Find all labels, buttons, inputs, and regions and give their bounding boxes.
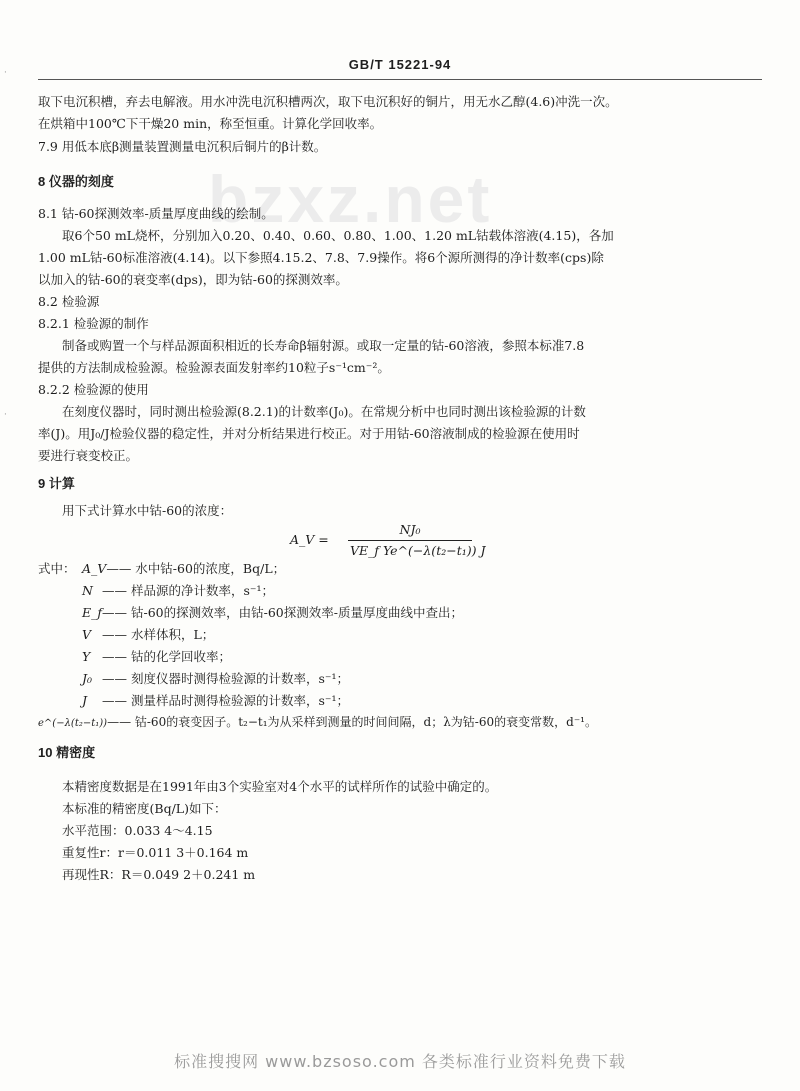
- variable-row: [82, 671, 349, 687]
- formula-lhs: A_V =: [290, 532, 329, 547]
- paragraph-line: 在烘箱中100℃下干燥20 min，称至恒重。计算化学回收率。: [38, 116, 383, 131]
- paragraph-line: 制备或购置一个与样品源面积相近的长寿命β辐射源。或取一定量的钴-60溶液，参照本标准7.8: [62, 338, 585, 353]
- clause-7-9: 7.9 用低本底β测量装置测量电沉积后铜片的β计数。: [38, 139, 327, 154]
- variable-symbol: e^(−λ(t₂−t₁)): [38, 718, 108, 729]
- clause-8-2-1: 8.2.1 检验源的制作: [38, 316, 149, 331]
- variable-description: —— 测量样品时测得检验源的计数率，s⁻¹；: [102, 693, 349, 708]
- variable-row: [82, 561, 285, 577]
- paragraph-line: 水平范围：0.033 4～4.15: [62, 823, 213, 838]
- variable-description: —— 水样体积，L；: [102, 627, 215, 642]
- clause-8-2-2: 8.2.2 检验源的使用: [38, 382, 149, 397]
- section-heading-9: 9 计算: [38, 476, 75, 491]
- variable-symbol: Y: [82, 649, 91, 664]
- paragraph-line: 本精密度数据是在1991年由3个实验室对4个水平的试样所作的试验中确定的。: [62, 779, 498, 794]
- variable-symbol: N: [82, 583, 93, 598]
- variable-row: [38, 715, 597, 731]
- paragraph-line: 要进行衰变校正。: [38, 448, 139, 463]
- paragraph-line: 1.00 mL钴-60标准溶液(4.14)。以下参照4.15.2、7.8、7.9操作。将6个源所测得的净计数率(cps)除: [38, 250, 604, 265]
- paragraph-line: 率(J)。用J₀/J检验仪器的稳定性，并对分析结果进行校正。对于用钴-60溶液制成的检验源在使用时: [38, 426, 580, 441]
- paragraph-line: 取6个50 mL烧杯，分别加入0.20、0.40、0.60、0.80、1.00、1.20 mL钴载体溶液(4.15)，各加: [62, 228, 614, 243]
- paragraph-line: 重复性r：r＝0.011 3＋0.164 m: [62, 845, 249, 860]
- formula-denominator: VE_f Ye^(−λ(t₂−t₁)) J: [350, 543, 486, 558]
- variable-symbol: E_f: [82, 605, 103, 620]
- paragraph-line: 本标准的精密度(Bq/L)如下：: [62, 801, 227, 816]
- variable-description: —— 水中钴-60的浓度，Bq/L；: [106, 561, 286, 576]
- paragraph-line: 提供的方法制成检验源。检验源表面发射率约10粒子s⁻¹cm⁻²。: [38, 360, 390, 375]
- variable-row: [82, 649, 231, 665]
- paragraph-line: 用下式计算水中钴-60的浓度：: [62, 503, 233, 518]
- clause-8-1: 8.1 钴-60探测效率-质量厚度曲线的绘制。: [38, 206, 274, 221]
- variable-row: [82, 693, 349, 709]
- variable-description: —— 钴-60的探测效率，由钴-60探测效率-质量厚度曲线中查出；: [102, 605, 463, 620]
- margin-mark: ·: [4, 410, 7, 420]
- variable-symbol: V: [82, 627, 92, 642]
- watermark: bzxz.net: [208, 162, 493, 236]
- paragraph-line: 以加入的钴-60的衰变率(dps)，即为钴-60的探测效率。: [38, 272, 348, 287]
- where-label: 式中：: [38, 561, 76, 576]
- header-rule: [38, 79, 762, 80]
- footer-banner: 标准搜搜网 www.bzsoso.com 各类标准行业资料免费下载: [174, 1052, 626, 1071]
- paragraph-line: 在刻度仪器时，同时测出检验源(8.2.1)的计数率(J₀)。在常规分析中也同时测出该检验源的计数: [62, 404, 586, 419]
- variable-symbol: J: [82, 693, 88, 708]
- variable-symbol: J₀: [82, 671, 93, 686]
- variable-row: [82, 583, 274, 599]
- section-heading-8: 8 仪器的刻度: [38, 174, 114, 189]
- variable-description: —— 刻度仪器时测得检验源的计数率，s⁻¹；: [102, 671, 349, 686]
- variable-description: —— 钴的化学回收率；: [102, 649, 231, 664]
- formula-numerator: NJ₀: [399, 522, 421, 537]
- paragraph-line: 取下电沉积槽，弃去电解液。用水冲洗电沉积槽两次，取下电沉积好的铜片，用无水乙醇(4.6)冲洗一次。: [38, 94, 618, 109]
- clause-8-2: 8.2 检验源: [38, 294, 100, 309]
- variable-description: —— 样品源的净计数率，s⁻¹；: [102, 583, 274, 598]
- variable-description: —— 钴-60的衰变因子。t₂−t₁为从采样到测量的时间间隔，d；λ为钴-60的衰变常数，d⁻¹。: [107, 715, 597, 729]
- variable-row: [82, 605, 463, 621]
- section-heading-10: 10 精密度: [38, 745, 96, 760]
- variable-symbol: A_V: [82, 561, 107, 576]
- paragraph-line: 再现性R：R＝0.049 2＋0.241 m: [62, 867, 256, 882]
- variable-row: [82, 627, 214, 643]
- fraction-bar: [348, 540, 472, 541]
- document-header: GB/T 15221-94: [348, 57, 452, 72]
- margin-mark: ·: [4, 68, 7, 78]
